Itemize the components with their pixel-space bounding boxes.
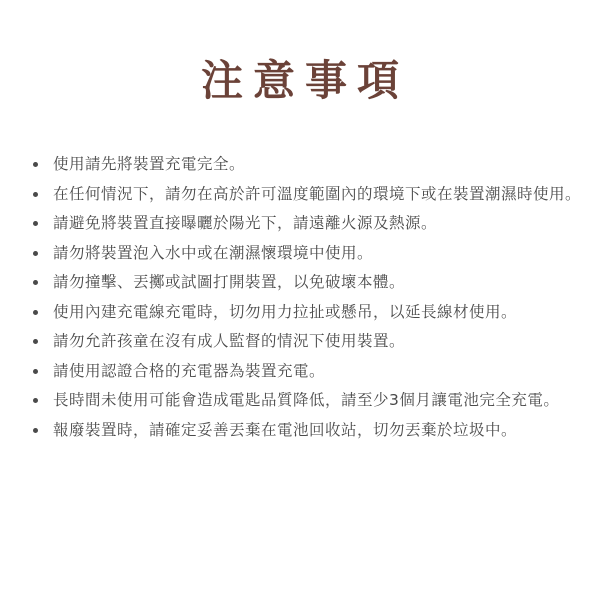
- list-item: [26, 298, 586, 328]
- list-item-text: 使用內建充電線充電時，切勿用力拉扯或懸吊，以延長線材使用。: [53, 302, 518, 321]
- list-item-text: 報廢裝置時，請確定妥善丟棄在電池回收站，切勿丟棄於垃圾中。: [53, 420, 518, 439]
- bullet-icon: [33, 398, 38, 403]
- list-item: [26, 150, 586, 180]
- list-item-text: 請勿撞擊、丟擲或試圖打開裝置，以免破壞本體。: [53, 273, 406, 291]
- list-item: [26, 416, 586, 446]
- list-item-text: 長時間未使用可能會造成電匙品質降低，請至少3個月讓電池完全充電。: [53, 391, 560, 409]
- bullet-icon: [33, 280, 38, 285]
- list-item: [26, 180, 586, 210]
- bullet-icon: [33, 251, 38, 256]
- list-item-text: 請勿將裝置泡入水中或在潮濕懷環境中使用。: [53, 243, 374, 262]
- bullet-icon: [33, 221, 38, 226]
- list-item-text: 在任何情況下，請勿在高於許可溫度範圍內的環境下或在裝置潮濕時使用。: [53, 184, 582, 203]
- list-item-text: 請避免將裝置直接曝曬於陽光下，請遠離火源及熱源。: [53, 214, 438, 232]
- list-item-text: 請勿允許孩童在沒有成人監督的情況下使用裝置。: [53, 332, 406, 350]
- list-item: [26, 386, 586, 416]
- bullet-icon: [33, 162, 38, 167]
- bullet-icon: [33, 192, 38, 197]
- list-item: [26, 268, 586, 298]
- list-item: [26, 357, 586, 387]
- list-item-text: 使用請先將裝置充電完全。: [53, 155, 246, 173]
- bullet-icon: [33, 369, 38, 374]
- bullet-icon: [33, 428, 38, 433]
- bullet-icon: [33, 310, 38, 315]
- list-item-text: 請使用認證合格的充電器為裝置充電。: [53, 361, 326, 380]
- bullet-icon: [33, 339, 38, 344]
- precautions-list: [26, 150, 586, 445]
- list-item: [26, 327, 586, 357]
- list-item: [26, 209, 586, 239]
- page-title: 注意事項: [200, 56, 409, 105]
- list-item: [26, 239, 586, 269]
